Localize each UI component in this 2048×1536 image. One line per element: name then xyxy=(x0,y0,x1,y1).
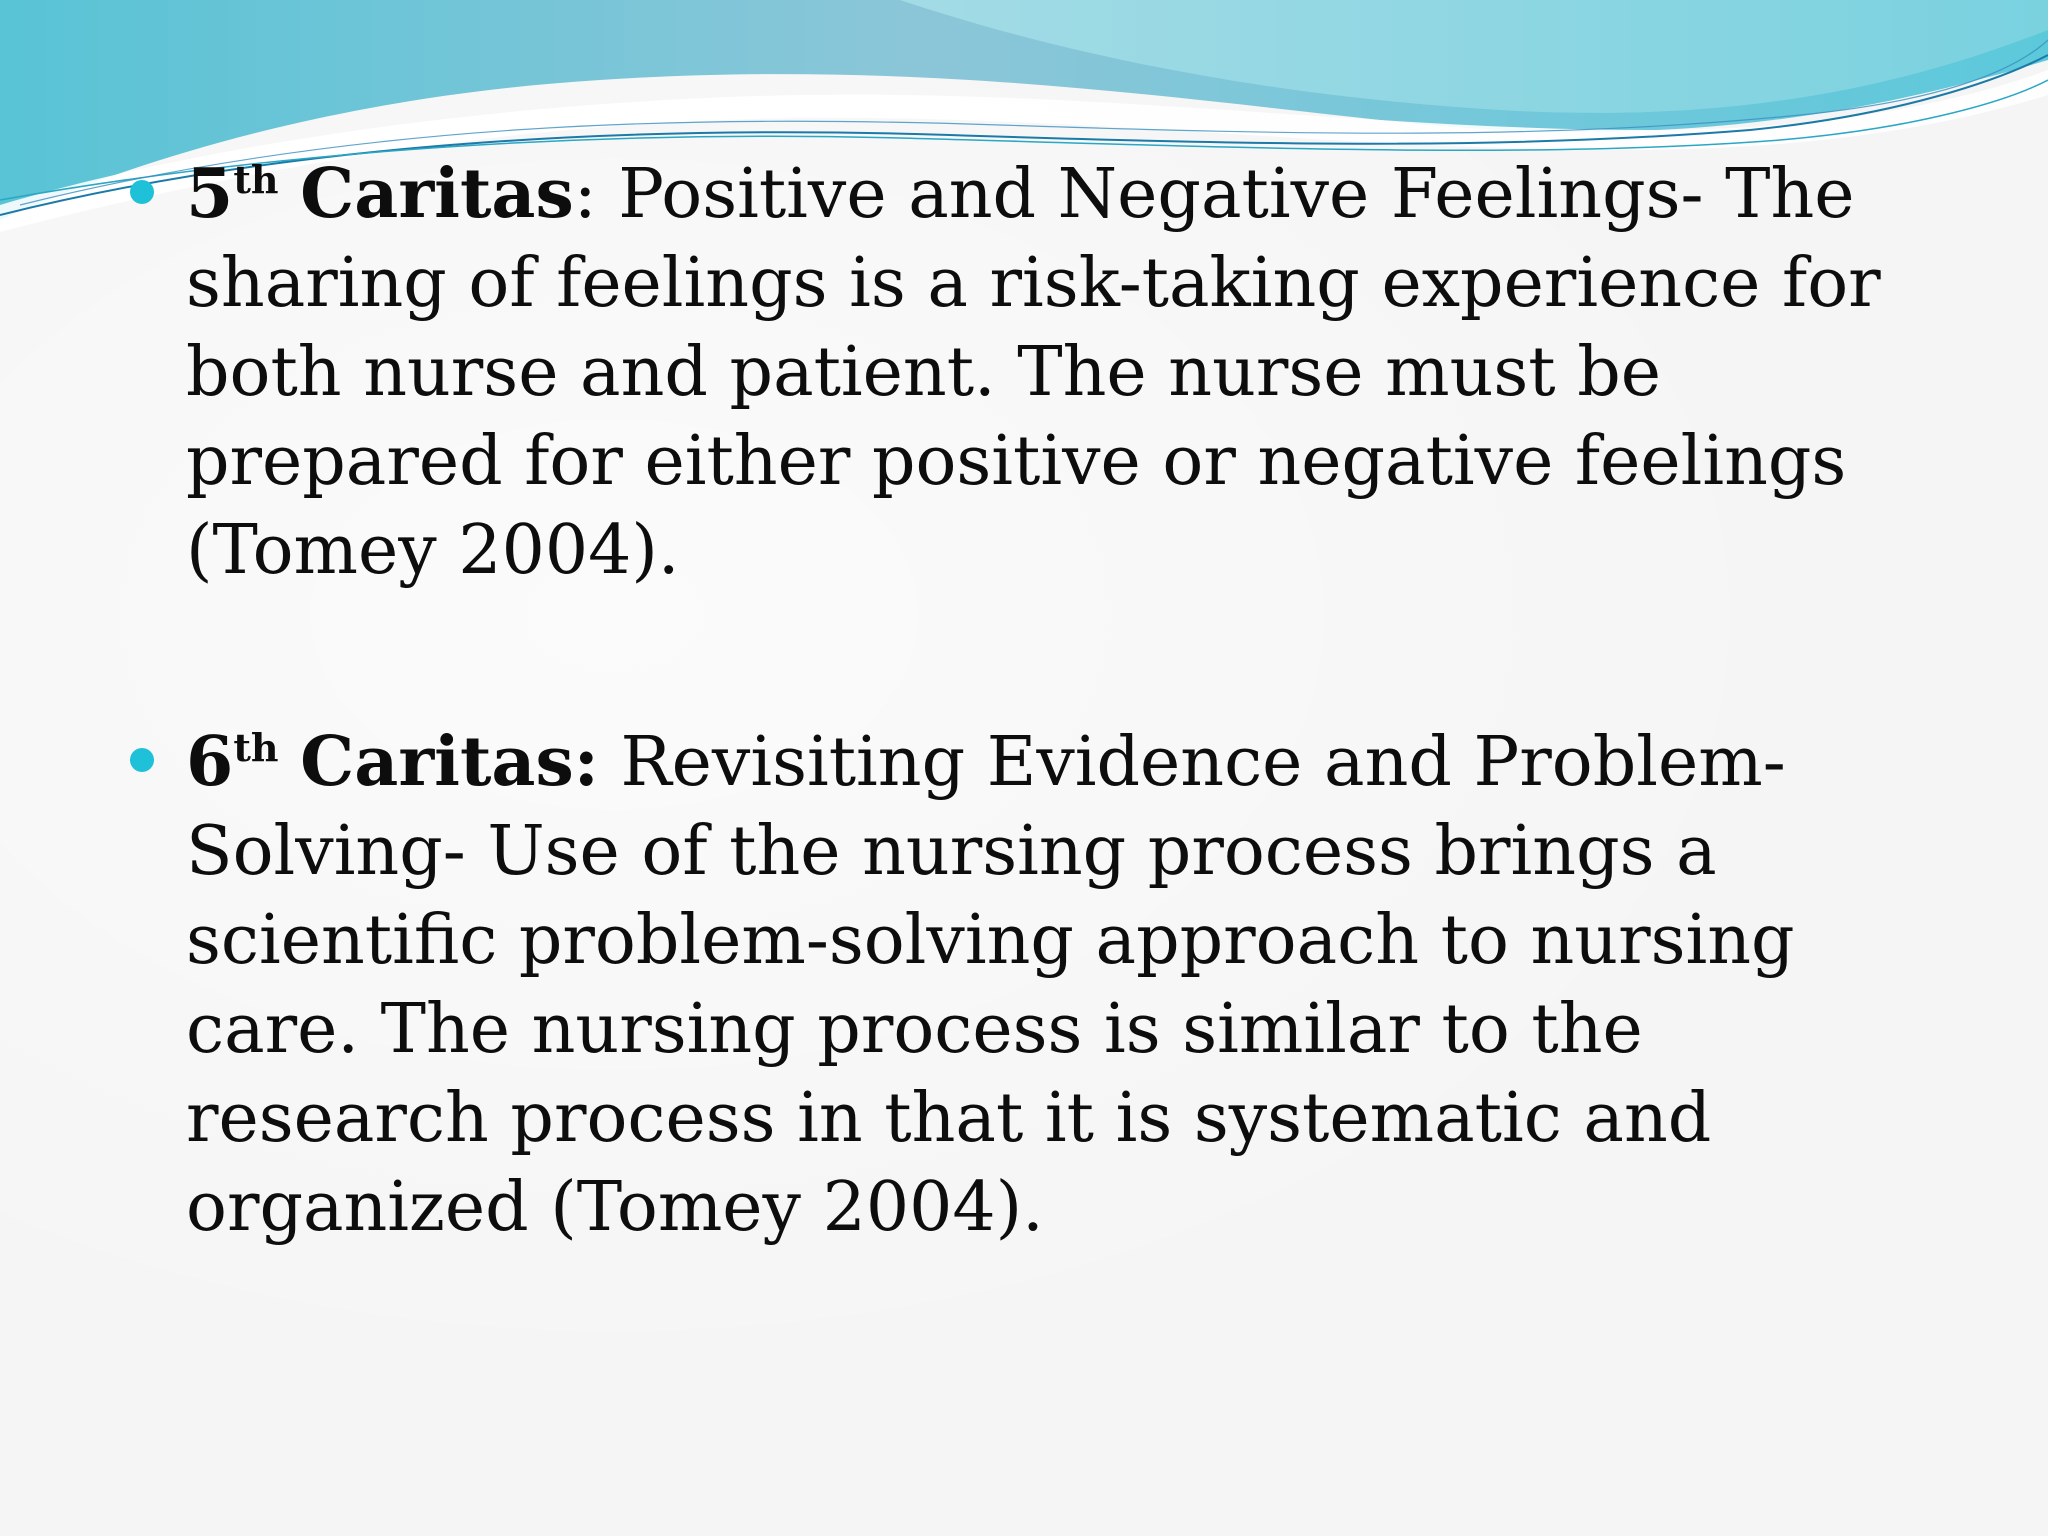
caritas-heading: Caritas xyxy=(300,154,574,234)
heading-colon: : xyxy=(573,155,597,234)
bullet-dot-icon xyxy=(130,180,154,204)
ordinal-number: 5 xyxy=(186,154,234,234)
caritas-heading: Caritas: xyxy=(300,722,599,802)
ordinal-number: 6 xyxy=(186,722,234,802)
slide-content xyxy=(130,150,1920,1252)
bullet-item-5th-caritas xyxy=(130,150,1920,595)
bullet-text: Revisiting Evidence and Problem-Solving- Use of the nursing process brings a scientific problem-solving approach to nursing care. The nursing process is similar to the research process in that it is systematic and organized (Tomey 2004). xyxy=(186,723,1795,1247)
bullet-dot-icon xyxy=(130,748,154,772)
bullet-item-6th-caritas xyxy=(130,718,1920,1252)
bullet-text: Positive and Negative Feelings- The sharing of feelings is a risk-taking experience for both nurse and patient. The nurse must be prepared for either positive or negative feelings (Tomey 2004). xyxy=(186,155,1881,590)
ordinal-suffix: th xyxy=(233,157,279,202)
ordinal-suffix: th xyxy=(233,725,279,770)
